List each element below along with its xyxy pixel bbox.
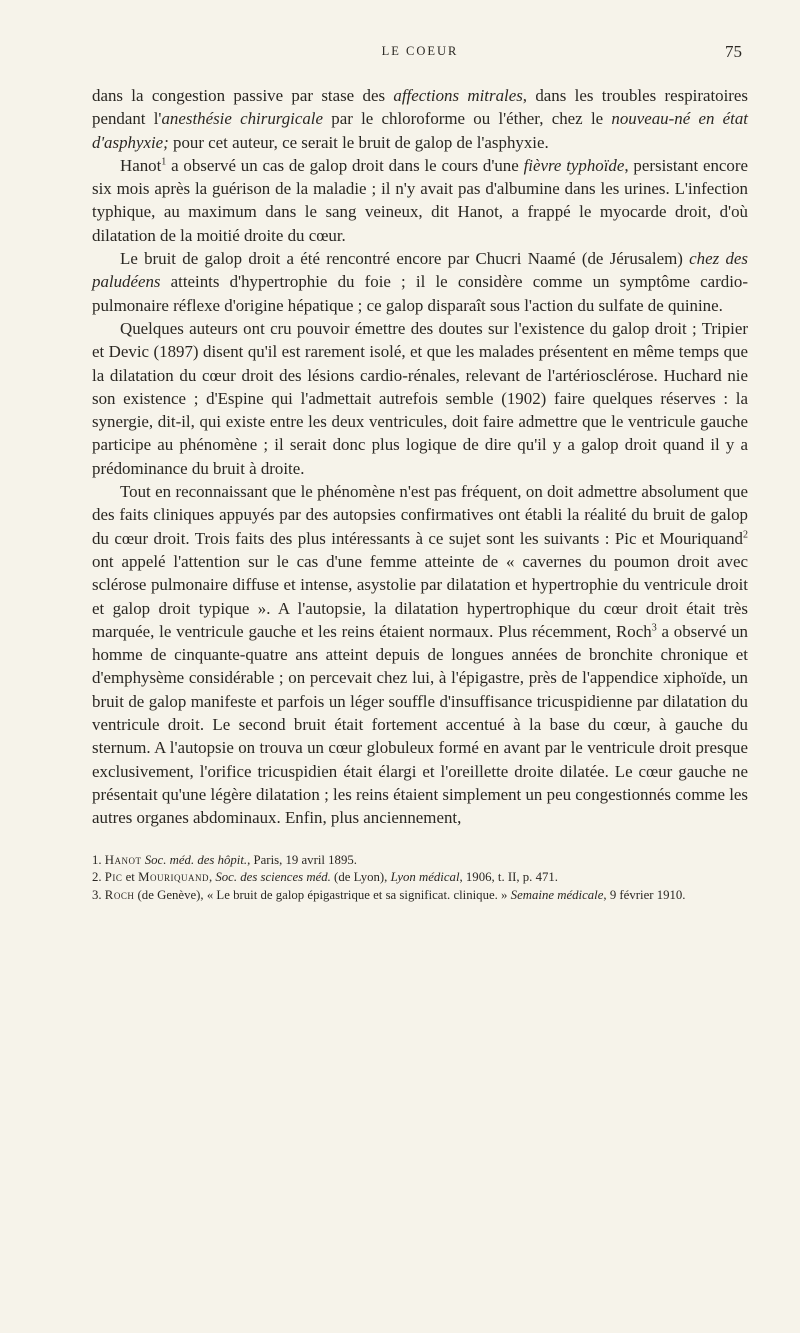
author-name: Pic: [104, 870, 123, 885]
text-run: (de Genève), « Le bruit de galop épigastrique et sa significat. clinique. »: [134, 887, 511, 902]
italic-text: nouveau-né en état d'asphyxie;: [92, 109, 748, 152]
running-title: LE COEUR: [381, 44, 459, 58]
text-run: 3.: [92, 887, 105, 902]
text-run: atteints d'hypertrophie du foie ; il le considère comme un symptôme cardio-pulmonaire réflexe d'origine hépatique ; ce galop disparaît sous l'action du sulfate de quinine.: [92, 272, 748, 315]
author-name: Roch: [104, 887, 135, 902]
footnote-marker: 2: [743, 529, 748, 541]
paragraph: [92, 154, 748, 247]
text-run: 2.: [92, 870, 105, 885]
italic-text: fièvre typhoïde: [523, 155, 625, 175]
body-text: [92, 84, 748, 830]
text-run: a observé un cas de galop droit dans le cours d'une: [166, 155, 524, 175]
italic-text: Lyon médical: [390, 870, 460, 885]
running-header: [92, 44, 748, 84]
text-run: , Paris, 19 avril 1895.: [247, 852, 357, 867]
page-number: 75: [725, 42, 742, 61]
text-run: ,: [208, 870, 216, 885]
text-run: , persistant encore six mois après la guérison de la maladie ; il n'y avait pas d'albumine dans les urines. L'infection typhique, au maximum dans le sang veineux, dit Hanot, a frappé le myocarde droit, d'où dilatation de la moitié droite du cœur.: [92, 155, 748, 245]
italic-text: affections mitrales: [393, 86, 523, 105]
paragraph: [92, 247, 748, 317]
text-run: ont appelé l'attention sur le cas d'une femme atteinte de « cavernes du poumon droit avec sclérose pulmonaire diffuse et intense, asystolie par dilatation et hypertrophie du ventricule droit et galop droit typique ». A l'autopsie, la dilatation hypertrophique du cœur droit était très marquée, le ventricule gauche et les reins étaient normaux. Plus récemment, Roch: [92, 551, 748, 641]
text-run: pour cet auteur, ce serait le bruit de galop de l'asphyxie.: [168, 132, 549, 152]
italic-text: chez des paludéens: [92, 249, 748, 292]
italic-text: anesthésie chirurgicale: [161, 109, 323, 129]
footnote-marker: 3: [651, 622, 657, 634]
text-run: Le bruit de galop droit a été rencontré encore par Chucri Naamé (de Jérusalem): [120, 249, 690, 269]
paragraph: [92, 84, 748, 154]
footnote-marker: 1: [161, 156, 167, 168]
author-name: Hanot: [104, 852, 142, 867]
text-run: Quelques auteurs ont cru pouvoir émettre des doutes sur l'existence du galop droit ; Tripier et Devic (1897) disent qu'il est rarement isolé, et que les malades présentent en même temps que la dilatation du cœur droit des lésions cardio-rénales, relevant de l'artériosclérose. Huchard nie son existence ; d'Espine qui l'admettait autrefois semble (1902) faire quelques réserves : la synergie, dit-il, qui existe entre les deux ventricules, doit faire admettre que le ventricule gauche participe au phénomène ; il serait donc plus logique de dire qu'il y a galop droit quand il y a prédominance du bruit à droite.: [92, 318, 748, 478]
footnotes: [92, 852, 748, 905]
italic-text: Soc. des sciences méd.: [215, 870, 331, 885]
text-run: et: [122, 870, 139, 885]
text-run: , 9 février 1910.: [603, 887, 686, 902]
text-run: dans la congestion passive par stase des: [92, 86, 394, 105]
italic-text: Soc. méd. des hôpit.: [144, 852, 248, 867]
paragraph: [92, 317, 748, 480]
text-run: , 1906, t. II, p. 471.: [459, 870, 558, 885]
paragraph: [92, 480, 748, 829]
text-run: Tout en reconnaissant que le phénomène n'est pas fréquent, on doit admettre absolument que des faits cliniques appuyés par des autopsies confirmatives ont établi la réalité du bruit de galop du cœur droit. Trois faits des plus intéressants à ce sujet sont les suivants : Pic et Mouriquand: [92, 482, 748, 548]
text-run: a observé un homme de cinquante-quatre ans atteint depuis de longues années de bronchite chronique et d'emphysème considérable ; on percevait chez lui, à l'épigastre, près de l'appendice xiphoïde, un bruit de galop manifeste et parfois un léger souffle d'insuffisance tricuspidienne par dilatation du ventricule droit. Le second bruit était fortement accentué à la base du cœur, à gauche du sternum. A l'autopsie on trouva un cœur globuleux formé en avant par le ventricule droit presque exclusivement, l'orifice tricuspidien était élargi et l'oreillette droite dilatée. Le cœur gauche ne présentait qu'une légère dilatation ; les reins étaient simplement un peu congestionnés comme les autres organes abdominaux. Enfin, plus anciennement,: [92, 621, 748, 828]
text-run: Hanot: [120, 155, 162, 175]
italic-text: Semaine médicale: [510, 887, 604, 902]
text-run: 1.: [92, 852, 105, 867]
footnote: [92, 869, 748, 887]
footnote: [92, 887, 748, 905]
text-run: par le chloroforme ou l'éther, chez le: [322, 109, 612, 129]
text-run: , dans les troubles respiratoires pendant l': [92, 86, 749, 129]
footnote: [92, 852, 748, 870]
author-name: Mouriquand: [138, 870, 209, 885]
text-run: (de Lyon),: [330, 870, 391, 885]
